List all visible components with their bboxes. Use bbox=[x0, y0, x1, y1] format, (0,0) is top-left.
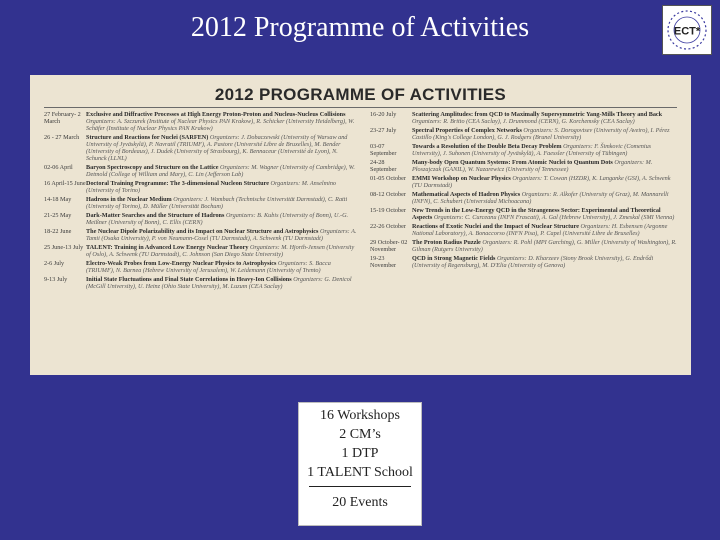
heading-divider bbox=[44, 107, 677, 108]
left-column bbox=[44, 111, 358, 292]
programme-entry bbox=[44, 180, 358, 194]
entry-date: 15-19 October bbox=[370, 207, 406, 214]
programme-entry bbox=[370, 223, 678, 237]
programme-entry bbox=[370, 175, 678, 189]
entry-title: Spectral Properties of Complex Networks bbox=[412, 127, 522, 134]
programme-entry bbox=[44, 134, 358, 162]
entry-title: Structure and Reactions for Nuclei (SARFEN) bbox=[86, 134, 209, 141]
entry-title: The Nuclear Dipole Polarizability and its Impact on Nuclear Structure and Astrophysics bbox=[86, 228, 319, 235]
entry-title: Electro-Weak Probes from Low-Energy Nuclear Physics to Astrophysics bbox=[86, 260, 277, 267]
entry-organizers: Organizers: C. Curceanu (INFN Frascati), A. Gal (Hebrew University), J. Zmeskal (SMI Vienna) bbox=[433, 214, 675, 221]
entry-body bbox=[86, 180, 358, 194]
entry-organizers: Organizers: T. Cowan (HZDR), K. Langanke (GSI), A. Schwenk (TU Darmstadt) bbox=[412, 175, 671, 189]
entry-body bbox=[86, 111, 358, 132]
entry-title: Initial State Fluctuations and Final State Correlations in Heavy-Ion Collisions bbox=[86, 276, 292, 283]
programme-entry bbox=[44, 276, 358, 290]
entry-organizers: Organizers: M. Anselmino (University of Torino) bbox=[86, 180, 337, 194]
entry-body bbox=[412, 191, 678, 205]
entry-date: 23-27 July bbox=[370, 127, 397, 134]
entry-date: 08-12 October bbox=[370, 191, 406, 198]
programme-document bbox=[30, 75, 691, 375]
entry-body bbox=[412, 143, 678, 157]
entry-body bbox=[412, 255, 678, 269]
entry-organizers: Organizers: A. Tamii (Osaka University), P. von Neumann-Cosel (TU Darmstadt), A. Schwenk (TU Darmstadt) bbox=[86, 228, 357, 242]
total-events: 20 Events bbox=[332, 495, 388, 510]
entry-title: Scattering Amplitudes: from QCD to Maximally Supersymmetric Yang-Mills Theory and Back bbox=[412, 111, 663, 118]
entry-body bbox=[86, 134, 358, 162]
entry-title: Mathematical Aspects of Hadron Physics bbox=[412, 191, 521, 198]
programme-entry bbox=[44, 244, 358, 258]
programme-entry bbox=[44, 111, 358, 132]
entry-title: Towards a Resolution of the Double Beta Decay Problem bbox=[412, 143, 562, 150]
entry-date: 9-13 July bbox=[44, 276, 68, 283]
programme-entry bbox=[370, 207, 678, 221]
slide-title: 2012 Programme of Activities bbox=[190, 12, 530, 43]
entry-body bbox=[86, 228, 358, 242]
ect-logo-icon bbox=[663, 6, 711, 54]
entry-date: 26 - 27 March bbox=[44, 134, 80, 141]
ect-logo bbox=[662, 5, 712, 55]
entry-title: Reactions of Exotic Nuclei and the Impact of Nuclear Structure bbox=[412, 223, 579, 230]
entry-organizers: Organizers: M. Wagner (University of Cambridge), W. Detmold (College of William and Mary), C. Lin (Jefferson Lab) bbox=[86, 164, 355, 178]
entry-organizers: Organizers: M. Hjorth-Jensen (University of Oslo), A. Schwenk (TU Darmstadt), C. Johnson (San Diego State University) bbox=[86, 244, 355, 258]
entry-organizers: Organizers: A. Szczurek (Institute of Nuclear Physics PAN Krakow), R. Schicker (University Heidelberg), W. Schäfer (Institute of Nuclear Physics PAN Krakow) bbox=[86, 118, 355, 132]
entry-title: Doctoral Training Programme: The 3-dimensional Nucleon Structure bbox=[86, 180, 269, 187]
entry-date: 16-20 July bbox=[370, 111, 397, 118]
entry-body bbox=[86, 260, 358, 274]
entry-title: New Trends in the Low-Energy QCD in the Strangeness Sector: Experimental and Theoretical Aspects bbox=[412, 207, 661, 221]
entry-body bbox=[86, 164, 358, 178]
entry-title: Baryon Spectroscopy and Structure on the Lattice bbox=[86, 164, 219, 171]
entry-date: 03-07 September bbox=[370, 143, 397, 157]
entry-title: Hadrons in the Nuclear Medium bbox=[86, 196, 172, 203]
entry-body bbox=[412, 239, 678, 253]
entry-title: QCD in Strong Magnetic Fields bbox=[412, 255, 496, 262]
document-heading: 2012 PROGRAMME OF ACTIVITIES bbox=[214, 85, 507, 104]
right-column bbox=[370, 111, 678, 271]
entry-body bbox=[412, 175, 678, 189]
entry-organizers: Organizers: J. Wambach (Technische Universität Darmstadt), C. Ratti (University of Torino), D. Müller (Universität Bochum) bbox=[86, 196, 348, 210]
entry-date: 19-23 November bbox=[370, 255, 397, 269]
programme-entry bbox=[370, 159, 678, 173]
entry-title: Many-body Open Quantum Systems: From Atomic Nuclei to Quantum Dots bbox=[412, 159, 613, 166]
dtp-count: 1 DTP bbox=[341, 446, 379, 461]
entry-date: 21-25 May bbox=[44, 212, 72, 219]
entry-organizers: Organizers: H. Esbensen (Argonne National Laboratory), A. Bonaccorso (INFN Pisa), P. Capel (Université Libre de Bruxelles) bbox=[412, 223, 668, 237]
programme-entry bbox=[44, 260, 358, 274]
entry-date: 2-6 July bbox=[44, 260, 65, 267]
programme-entry bbox=[370, 239, 678, 253]
entry-date: 02-06 April bbox=[44, 164, 73, 171]
entry-organizers: Organizers: R. Pohl (MPI Garching), G. Miller (University of Washington), R. Gilman (Rutgers University) bbox=[412, 239, 677, 253]
entry-date: 16 April-15 June bbox=[44, 180, 86, 187]
entry-organizers: Organizers: S. Bacca (TRIUMF), N. Barnea (Hebrew University of Jerusalem), W. Leidemann (University of Trento) bbox=[86, 260, 331, 274]
entry-title: EMMI Workshop on Nuclear Physics bbox=[412, 175, 511, 182]
entry-date: 01-05 October bbox=[370, 175, 406, 182]
entry-body bbox=[412, 223, 678, 237]
entry-body bbox=[86, 212, 358, 226]
entry-organizers: Organizers: S. Dorogovtsev (University of Aveiro), I. Pérez Castillo (King's College London), G. J. Rodgers (Brunel University) bbox=[412, 127, 670, 141]
programme-entry bbox=[44, 196, 358, 210]
workshops-count: 16 Workshops bbox=[320, 408, 400, 423]
programme-entry bbox=[44, 212, 358, 226]
cms-count: 2 CM’s bbox=[339, 427, 381, 442]
programme-entry bbox=[370, 111, 678, 125]
entry-date: 27 February- 2 March bbox=[44, 111, 81, 125]
programme-entry bbox=[370, 143, 678, 157]
programme-entry bbox=[370, 191, 678, 205]
programme-entry bbox=[44, 164, 358, 178]
entry-title: Exclusive and Diffractive Processes at High Energy Proton-Proton and Nucleus-Nucleus Collisions bbox=[86, 111, 346, 118]
entry-body bbox=[86, 276, 358, 290]
entry-body bbox=[412, 159, 678, 173]
entry-date: 24-28 September bbox=[370, 159, 397, 173]
talent-count: 1 TALENT School bbox=[307, 465, 413, 480]
programme-entry bbox=[44, 228, 358, 242]
entry-title: TALENT: Training in Advanced Low Energy Nuclear Theory bbox=[86, 244, 249, 251]
entry-date: 22-26 October bbox=[370, 223, 406, 230]
entry-date: 14-18 May bbox=[44, 196, 72, 203]
entry-organizers: Organizers: R. Alkofer (University of Graz), M. Mannarelli (INFN), C. Schubert (Universidad Michoacana) bbox=[412, 191, 669, 205]
entry-organizers: Organizers: R. Britto (CEA Saclay), J. Drummond (CERN), G. Korchemsky (CEA Saclay) bbox=[412, 118, 635, 125]
entry-organizers: Organizers: G. Denicol (McGill University), U. Heinz (Ohio State University), M. Luzum (CEA Saclay) bbox=[86, 276, 352, 290]
entry-title: Dark-Matter Searches and the Structure of Hadrons bbox=[86, 212, 225, 219]
entry-organizers: Organizers: J. Dobaczewski (University of Warsaw and University of Jyväskylä), P. Navratil (TRIUMF), A. Pastore (Université Libre de Bruxelles), M. Bender (University of Bordeaux), J. Dudek (University of Strasbourg), K. Bennaceur (Université de Lyon), N. Schunck (LLNL) bbox=[86, 134, 348, 162]
ect-logo-text: ECT* bbox=[673, 25, 701, 38]
entry-body bbox=[412, 207, 678, 221]
entry-body bbox=[412, 127, 678, 141]
entry-body bbox=[412, 111, 678, 125]
entry-body bbox=[86, 196, 358, 210]
entry-title: The Proton Radius Puzzle bbox=[412, 239, 481, 246]
summary-divider bbox=[309, 486, 411, 487]
entry-date: 25 June-13 July bbox=[44, 244, 84, 251]
events-summary-box bbox=[298, 402, 422, 526]
programme-entry bbox=[370, 127, 678, 141]
entry-organizers: Organizers: M. Płoszajczak (GANIL), W. Nazarewicz (University of Tennessee) bbox=[412, 159, 653, 173]
entry-organizers: Organizers: B. Kubis (University of Bonn), U.-G. Meißner (University of Bonn), C. Ellis (CERN) bbox=[86, 212, 349, 226]
programme-entry bbox=[370, 255, 678, 269]
entry-date: 29 October- 02 November bbox=[370, 239, 408, 253]
entry-date: 18-22 June bbox=[44, 228, 72, 235]
entry-body bbox=[86, 244, 358, 258]
entry-organizers: Organizers: F. Šimkovic (Comenius University), J. Suhonen (University of Jyväskylä), A. Faessler (University of Tübingen) bbox=[412, 143, 652, 157]
entry-organizers: Organizers: D. Kharzeev (Stony Brook University), G. Endrődi (University of Regensburg), M. D'Elia (University of Genova) bbox=[412, 255, 654, 269]
